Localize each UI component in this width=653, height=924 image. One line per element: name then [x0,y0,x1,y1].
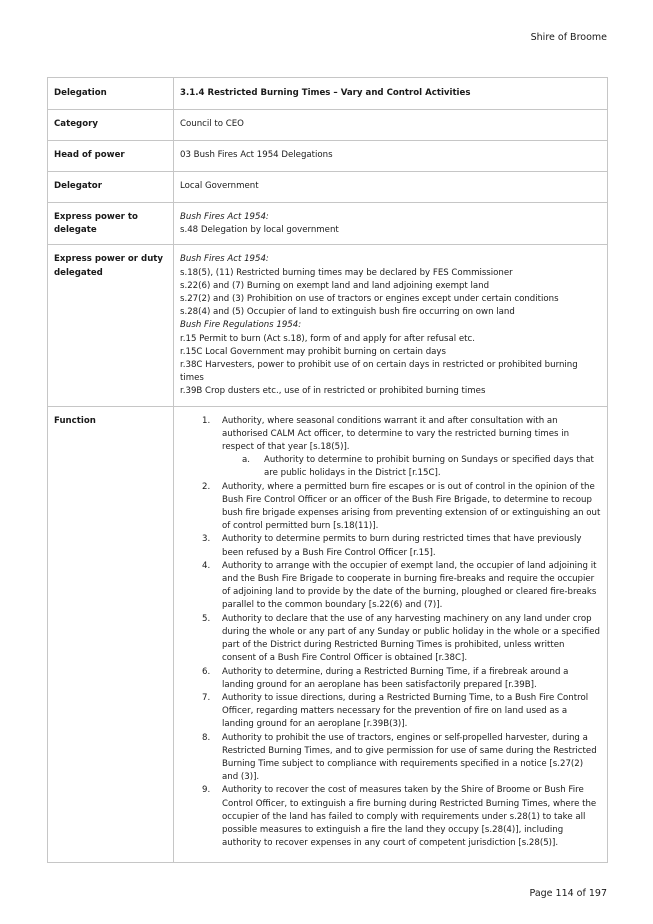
item-text: Authority to determine, during a Restricted Burning Time, if a firebreak around a landing ground for an aeroplane has been satisfactorily prepared [r.39B]. [222,666,569,690]
item-text: Authority to declare that the use of any harvesting machinery on any land under crop during the whole or any part of any Sunday or public holiday in the whole or a specified part of the District during Restricted Burning Times is prohibited, unless written consent of a Bush Fire Control Officer is obtained [r.38C]. [222,613,600,664]
head-of-power-value: 03 Bush Fires Act 1954 Delegations [174,141,608,172]
express-power-label: Express power to delegate [48,203,174,245]
function-subitem [222,454,601,480]
table-row [48,110,608,141]
item-number: 1. [202,415,211,426]
function-item [180,613,601,666]
function-value [174,406,608,862]
item-text: Authority, where seasonal conditions warrant it and after consultation with an authorised CALM Act officer, to determine to vary the restricted burning times in respect of that year [s.18(5)]. [222,415,570,453]
delegation-label: Delegation [48,78,174,110]
express-power-value [174,203,608,245]
function-item [180,784,601,850]
category-value: Council to CEO [174,110,608,141]
item-number: 3. [202,534,211,545]
duty-regulations-title: Bush Fire Regulations 1954: [180,320,302,331]
duty-reg-line: r.15 Permit to burn (Act s.18), form of and apply for after refusal etc. [180,333,475,344]
power-or-duty-label: Express power or duty delegated [48,245,174,406]
item-number: 9. [202,785,211,796]
item-number: 2. [202,481,211,492]
table-row [48,78,608,110]
duty-reg-line: r.39B Crop dusters etc., use of in restricted or prohibited burning times [180,386,486,397]
item-number: a. [242,455,250,466]
function-item [180,732,601,785]
item-text: Authority to prohibit the use of tractors, engines or self-propelled harvester, during a Restricted Burning Times, and to give permission for use of same during the Restricted Burning Time subject to compliance with requirements specified in a notice [s.27(2) and (3)]. [222,732,597,783]
express-power-text: s.48 Delegation by local government [180,225,339,236]
item-text: Authority to issue directions, during a Restricted Burning Time, to a Bush Fire Control Officer, regarding matters necessary for the prevention of fire on land used as a landing ground for an aeroplane [r.39B(3)]. [222,692,589,730]
delegation-table [47,77,608,863]
item-text: Authority to determine permits to burn during restricted times that have previously been refused by a Bush Fire Control Officer [r.15]. [222,534,582,558]
item-text: Authority, where a permitted burn fire escapes or is out of control in the opinion of the Bush Fire Control Officer or an officer of the Bush Fire Brigade, to determine to recoup bush fire brigade expenses arising from preventing extension of or extinguishing an out of control permitted burn [s.18(11)]. [222,481,601,532]
table-row [48,172,608,203]
function-item [180,560,601,613]
table-row [48,203,608,245]
item-number: 4. [202,560,211,571]
item-number: 5. [202,613,211,624]
page-header: Shire of Broome [530,32,607,43]
item-text: Authority to recover the cost of measures taken by the Shire of Broome or Bush Fire Control Officer, to extinguish a fire burning during Restricted Burning Times, where the occupier of the land has failed to comply with requirements under s.28(1) to take all possible measures to extinguish a fire the land they occupy [s.28(4)], including authority to recover expenses in any court of competent jurisdiction [s.28(5)]. [222,785,597,849]
function-label: Function [48,406,174,862]
delegation-value: 3.1.4 Restricted Burning Times – Vary and Control Activities [174,78,608,110]
table-row [48,141,608,172]
delegator-value: Local Government [174,172,608,203]
page-number: Page 114 of 197 [529,888,607,899]
power-or-duty-value [174,245,608,406]
function-item [180,692,601,732]
table-row [48,406,608,862]
function-item [180,666,601,692]
function-sublist [222,454,601,480]
function-item [180,481,601,534]
table-row [48,245,608,406]
duty-line: s.28(4) and (5) Occupier of land to extinguish bush fire occurring on own land [180,307,515,318]
head-of-power-label: Head of power [48,141,174,172]
item-text: Authority to arrange with the occupier of exempt land, the occupier of land adjoining it and the Bush Fire Brigade to cooperate in burning fire-breaks and require the occupier of adjoining land to provide by the date of the burning, ploughed or cleared fire-breaks parallel to the common boundary [s.22(6) and (7)]. [222,560,597,611]
item-number: 7. [202,692,211,703]
duty-reg-line: r.15C Local Government may prohibit burning on certain days [180,346,446,357]
delegator-label: Delegator [48,172,174,203]
item-text: Authority to determine to prohibit burning on Sundays or specified days that are public holidays in the District [r.15C]. [264,455,594,479]
duty-line: s.22(6) and (7) Burning on exempt land and land adjoining exempt land [180,280,490,291]
function-item [180,415,601,481]
duty-line: s.27(2) and (3) Prohibition on use of tractors or engines except under certain conditions [180,294,559,305]
express-power-act: Bush Fires Act 1954: [180,212,269,222]
function-item [180,533,601,559]
duty-act-title: Bush Fires Act 1954: [180,254,269,265]
duty-line: s.18(5), (11) Restricted burning times may be declared by FES Commissioner [180,267,513,278]
function-list [180,415,601,851]
duty-reg-line: r.38C Harvesters, power to prohibit use of on certain days in restricted or prohibited burning times [180,360,578,384]
category-label: Category [48,110,174,141]
item-number: 8. [202,732,211,743]
item-number: 6. [202,666,211,677]
